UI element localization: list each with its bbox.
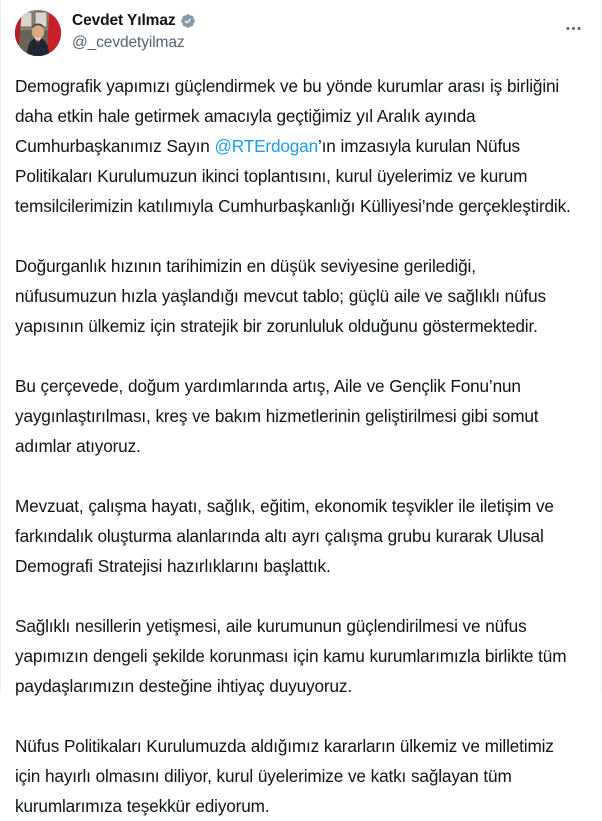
tweet-text-run: Demografik yapımızı güçlendirmek ve bu yönde kurumlar arası iş birliğini daha etkin hale getirmek amacıyla geçtiğimiz yıl Aralık ayında Cumhurbaşkanımız Sayın (15, 76, 564, 156)
mention-link[interactable]: @RTErdogan (214, 136, 318, 156)
more-options-button[interactable] (559, 14, 587, 42)
author-identity[interactable] (72, 10, 196, 53)
tweet-text-run: Bu çerçevede, doğum yardımlarında artış, Aile ve Gençlik Fonu’nun yaygınlaştırılması, kreş ve bakım hizmetlerinin geliştirilmesi gibi somut adımlar atıyoruz. (15, 376, 544, 456)
tweet-text-run: ’ın imzasıyla kurulan Nüfus Politikaları Kurulumuzun ikinci toplantısını, kurul üyelerimiz ve kurum temsilcilerimizin katılımıyla Cumhurbaşkanlığı Külliyesi’nde gerçekleştirdik. (15, 136, 571, 216)
tweet-paragraph (15, 491, 579, 581)
tweet-text-run: Mevzuat, çalışma hayatı, sağlık, eğitim, ekonomik teşvikler ile iletişim ve farkındalık oluşturma alanlarında altı ayrı çalışma grubu kurarak Ulusal Demografi Stratejisi hazırlıklarını başlattık. (15, 496, 559, 576)
tweet-text-run: Sağlıklı nesillerin yetişmesi, aile kurumunun güçlendirilmesi ve nüfus yapımızın dengeli şekilde korunması için kamu kurumlarımızla birlikte tüm paydaşlarımızın desteğine ihtiyaç duyuyoruz. (15, 616, 572, 696)
tweet-paragraph (15, 71, 579, 221)
author-name-row (72, 11, 196, 31)
author-display-name[interactable]: Cevdet Yılmaz (72, 12, 176, 29)
ellipsis-icon (564, 19, 583, 38)
verified-badge-icon (180, 13, 196, 29)
tweet-paragraph (15, 371, 579, 461)
tweet-paragraph (15, 731, 579, 821)
tweet-paragraph (15, 251, 579, 341)
tweet-text-body (15, 71, 587, 821)
avatar[interactable] (15, 10, 61, 56)
tweet-paragraph (15, 611, 579, 701)
tweet-header (15, 10, 587, 58)
tweet-text-run: Nüfus Politikaları Kurulumuzda aldığımız kararların ülkemiz ve milletimiz için hayırlı olmasını diliyor, kurul üyelerimize ve katkı sağlayan tüm kurumlarımıza teşekkür ediyorum. (15, 736, 559, 816)
author-handle[interactable]: @_cevdetyilmaz (72, 34, 185, 51)
tweet-text-run: Doğurganlık hızının tarihimizin en düşük seviyesine gerilediği, nüfusumuzun hızla yaşlandığı mevcut tablo; güçlü aile ve sağlıklı nüfus yapısının ülkemiz için stratejik bir zorunluluk olduğunu göstermektedir. (15, 256, 551, 336)
